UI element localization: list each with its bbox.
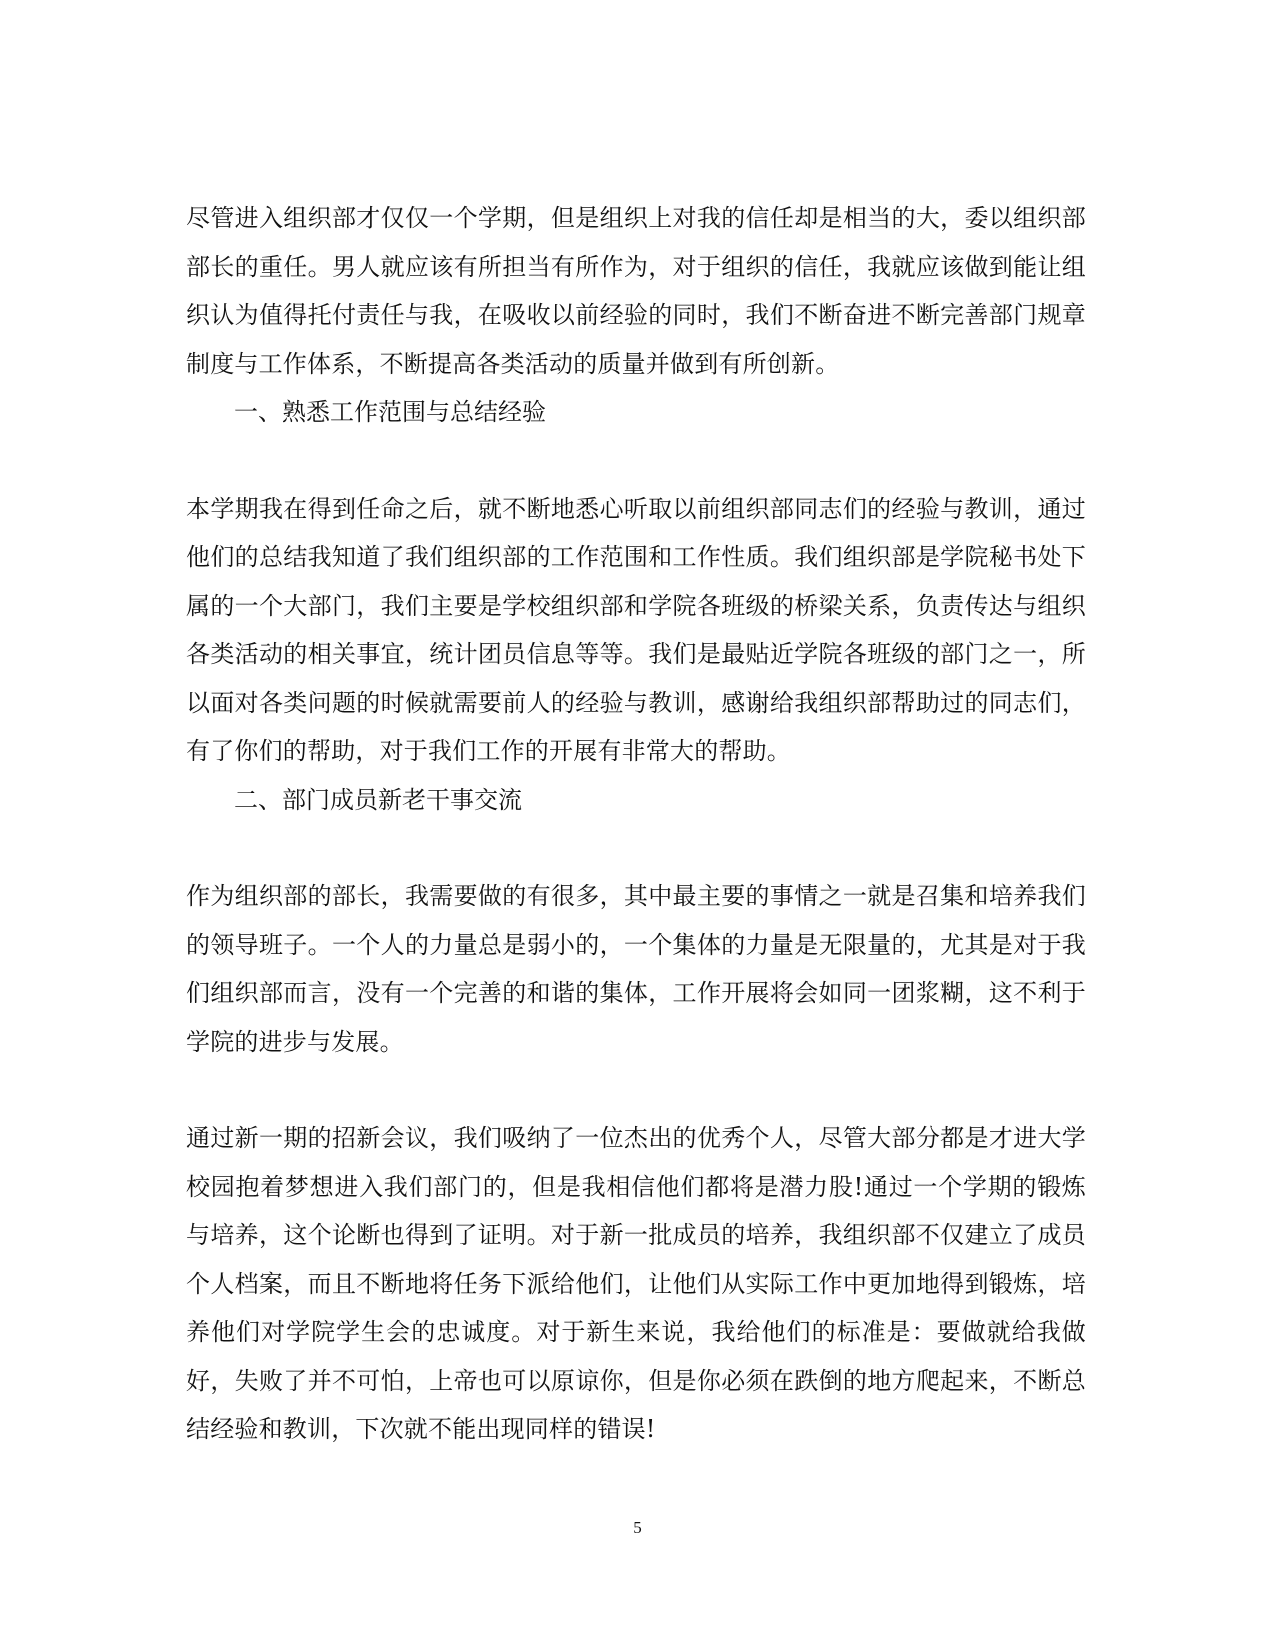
paragraph-spacer bbox=[186, 1066, 1086, 1114]
paragraph-intro: 尽管进入组织部才仅仅一个学期，但是组织上对我的信任却是相当的大，委以组织部部长的重任。男人就应该有所担当有所作为，对于组织的信任，我就应该做到能让组织认为值得托付责任与我，在吸收以前经验的同时，我们不断奋进不断完善部门规章制度与工作体系，不断提高各类活动的质量并做到有所创新。 bbox=[186, 204, 1086, 378]
paragraph-team-building: 作为组织部的部长，我需要做的有很多，其中最主要的事情之一就是召集和培养我们的领导班子。一个人的力量总是弱小的，一个集体的力量是无限量的，尤其是对于我们组织部而言，没有一个完善的和谐的集体，工作开展将会如同一团浆糊，这不利于学院的进步与发展。 bbox=[186, 882, 1086, 1056]
paragraph-spacer bbox=[186, 824, 1086, 872]
page-number: 5 bbox=[633, 1518, 642, 1537]
document-body bbox=[186, 194, 1086, 1454]
paragraph-recruitment: 通过新一期的招新会议，我们吸纳了一位杰出的优秀个人，尽管大部分都是才进大学校园抱着梦想进入我们部门的，但是我相信他们都将是潜力股!通过一个学期的锻炼与培养，这个论断也得到了证明。对于新一批成员的培养，我组织部不仅建立了成员个人档案，而且不断地将任务下派给他们，让他们从实际工作中更加地得到锻炼，培养他们对学院学生会的忠诚度。对于新生来说，我给他们的标准是：要做就给我做好，失败了并不可怕，上帝也可以原谅你，但是你必须在跌倒的地方爬起来，不断总结经验和教训，下次就不能出现同样的错误! bbox=[186, 1124, 1086, 1443]
section-heading-1: 一、熟悉工作范围与总结经验 bbox=[234, 398, 546, 426]
paragraph-work-scope: 本学期我在得到任命之后，就不断地悉心听取以前组织部同志们的经验与教训，通过他们的总结我知道了我们组织部的工作范围和工作性质。我们组织部是学院秘书处下属的一个大部门，我们主要是学校组织部和学院各班级的桥梁关系，负责传达与组织各类活动的相关事宜，统计团员信息等等。我们是最贴近学院各班级的部门之一，所以面对各类问题的时候就需要前人的经验与教训，感谢给我组织部帮助过的同志们，有了你们的帮助，对于我们工作的开展有非常大的帮助。 bbox=[186, 494, 1086, 765]
paragraph-spacer bbox=[186, 437, 1086, 485]
section-heading-2: 二、部门成员新老干事交流 bbox=[234, 785, 522, 814]
